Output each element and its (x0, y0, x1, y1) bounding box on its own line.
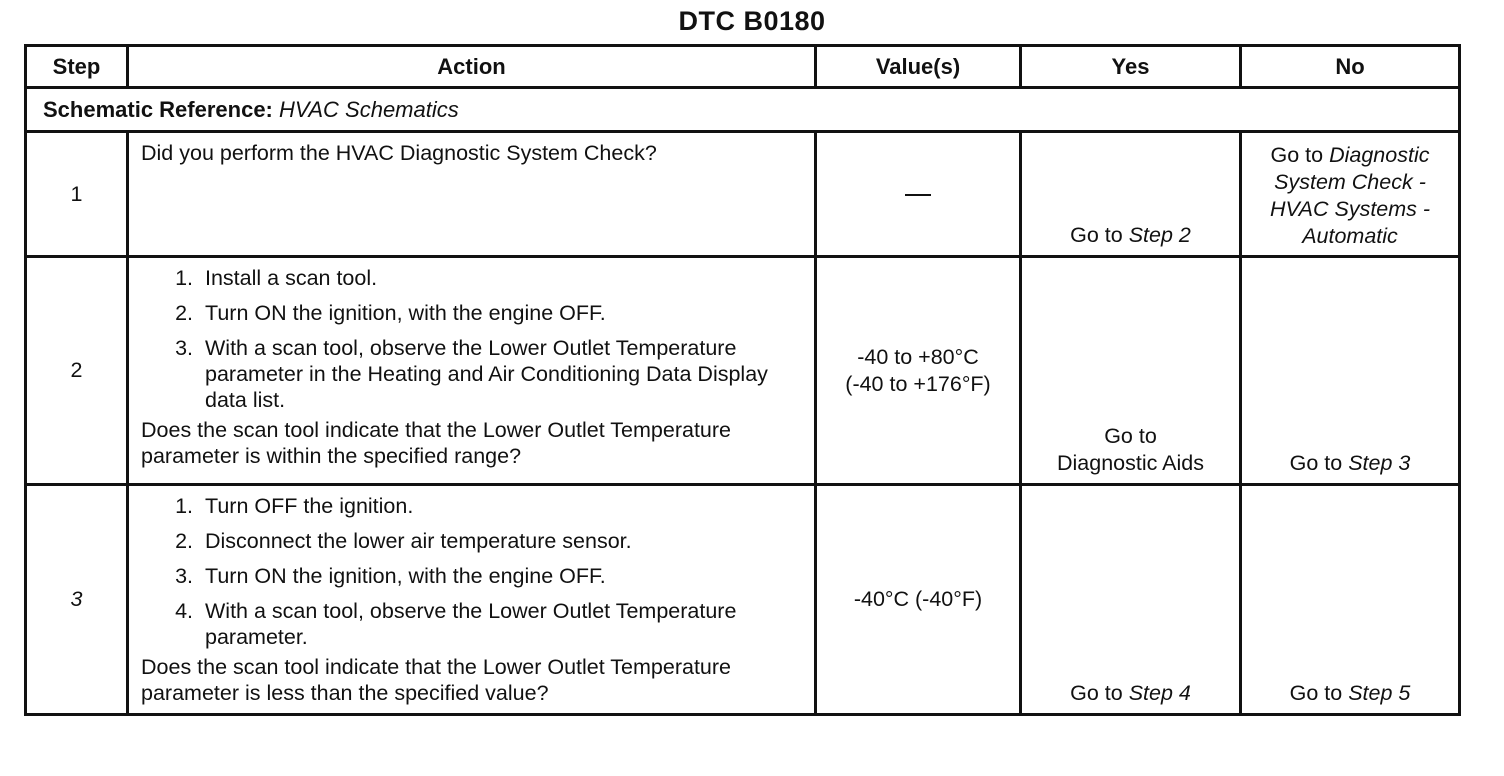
value-cell (816, 257, 1021, 485)
value-cell: -40°C (-40°F) (816, 485, 1021, 715)
action-item: 2. Disconnect the lower air temperature sensor. (199, 528, 804, 554)
action-cell (128, 485, 816, 715)
value-celsius: -40 to +80°C (857, 344, 979, 369)
no-cell[interactable] (1241, 257, 1460, 485)
action-steps (141, 265, 804, 413)
action-item: 4. With a scan tool, observe the Lower Outlet Temperature parameter. (199, 598, 804, 650)
action-question: Did you perform the HVAC Diagnostic System Check? (141, 141, 657, 165)
no-link-part-2[interactable]: System Check - (1274, 170, 1426, 194)
diagnostic-table (24, 44, 1461, 716)
col-header-step: Step (26, 46, 128, 88)
yes-link[interactable]: Step 2 (1128, 223, 1191, 247)
action-item: 3. With a scan tool, observe the Lower Outlet Temperature parameter in the Heating and Air Conditioning Data Display data list. (199, 335, 804, 413)
col-header-yes: Yes (1021, 46, 1241, 88)
value-dash (905, 194, 931, 196)
schematic-row (26, 88, 1460, 132)
yes-cell[interactable] (1021, 132, 1241, 257)
action-cell (128, 132, 816, 257)
action-cell (128, 257, 816, 485)
step-number: 3 (26, 485, 128, 715)
no-prefix: Go to (1289, 451, 1343, 475)
col-header-action: Action (128, 46, 816, 88)
no-link[interactable]: Step 3 (1348, 451, 1411, 475)
action-item: 1. Turn OFF the ignition. (199, 493, 804, 519)
action-item: 1. Install a scan tool. (199, 265, 804, 291)
page-title: DTC B0180 (678, 6, 826, 36)
header-row (26, 46, 1460, 88)
action-item: 2. Turn ON the ignition, with the engine OFF. (199, 300, 804, 326)
col-header-no: No (1241, 46, 1460, 88)
no-prefix: Go to (1289, 681, 1343, 705)
yes-cell[interactable] (1021, 485, 1241, 715)
no-link-part-4[interactable]: Automatic (1302, 224, 1398, 248)
action-question: Does the scan tool indicate that the Lower Outlet Temperature parameter is within the specified range? (141, 418, 732, 468)
yes-prefix: Go to (1104, 424, 1157, 448)
action-question: Does the scan tool indicate that the Lower Outlet Temperature parameter is less than the specified value? (141, 655, 732, 705)
schematic-reference (26, 88, 1460, 132)
no-cell[interactable] (1241, 132, 1460, 257)
table-row (26, 257, 1460, 485)
no-link[interactable]: Step 5 (1348, 681, 1411, 705)
step-number: 2 (26, 257, 128, 485)
yes-prefix: Go to (1070, 681, 1123, 705)
value-cell (816, 132, 1021, 257)
no-prefix: Go to (1270, 143, 1324, 167)
schematic-link[interactable]: HVAC Schematics (279, 96, 459, 122)
no-cell[interactable] (1241, 485, 1460, 715)
col-header-values: Value(s) (816, 46, 1021, 88)
yes-prefix: Go to (1070, 223, 1123, 247)
table-row (26, 485, 1460, 715)
action-steps (141, 493, 804, 650)
no-link-part-3[interactable]: HVAC Systems - (1269, 197, 1431, 221)
no-link-part-1[interactable]: Diagnostic (1329, 143, 1430, 167)
step-number: 1 (26, 132, 128, 257)
yes-link[interactable]: Diagnostic Aids (1057, 451, 1204, 475)
yes-link[interactable]: Step 4 (1128, 681, 1191, 705)
action-item: 3. Turn ON the ignition, with the engine OFF. (199, 563, 804, 589)
value-fahrenheit: (-40 to +176°F) (845, 371, 991, 396)
table-row (26, 132, 1460, 257)
yes-cell[interactable] (1021, 257, 1241, 485)
schematic-label: Schematic Reference: (43, 96, 273, 122)
